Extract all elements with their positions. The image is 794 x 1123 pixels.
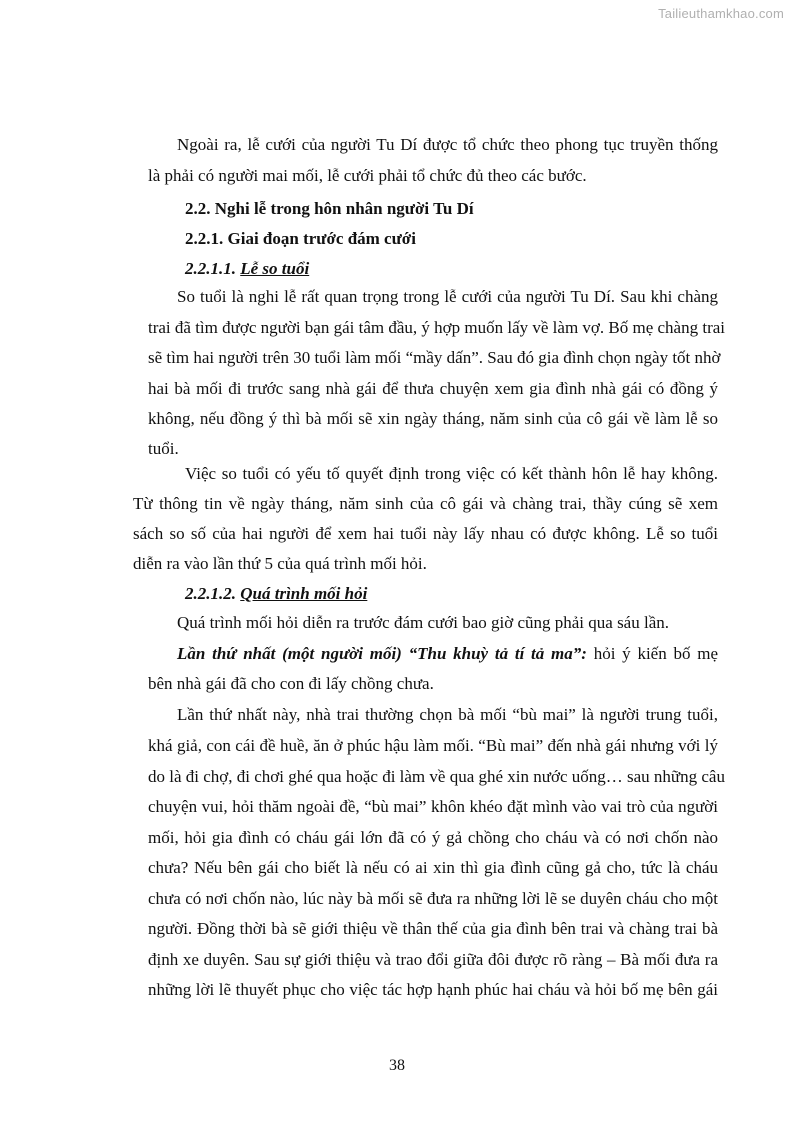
text-line: Lần thứ nhất này, nhà trai thường chọn bà mối “bù mai” là người trung tuổi, bbox=[177, 705, 718, 724]
text-line: hai bà mối đi trước sang nhà gái để thưa chuyện xem gia đình nhà gái có đồng ý bbox=[148, 379, 718, 398]
subsubsection-heading bbox=[185, 259, 309, 279]
text-line: Quá trình mối hỏi diễn ra trước đám cưới bao giờ cũng phải qua sáu lần. bbox=[177, 613, 669, 632]
text-line: tuổi. bbox=[148, 439, 179, 458]
text-line: chuyện vui, hỏi thăm ngoài đề, “bù mai” khôn khéo đặt mình vào vai trò của người bbox=[148, 797, 718, 816]
text-line: Ngoài ra, lễ cưới của người Tu Dí được tổ chức theo phong tục truyền thống bbox=[177, 135, 718, 154]
text-line: chưa có nơi chốn nào, lúc này bà mối sẽ đưa ra những lời lẽ se duyên cháu cho một bbox=[148, 889, 718, 908]
heading-title: Lễ so tuổi bbox=[240, 259, 310, 278]
text-line: Việc so tuổi có yếu tố quyết định trong việc có kết thành hôn lễ hay không. bbox=[185, 464, 718, 483]
text-line: Từ thông tin về ngày tháng, năm sinh của cô gái và chàng trai, thầy cúng sẽ xem bbox=[133, 494, 718, 513]
section-heading: 2.2. Nghi lễ trong hôn nhân người Tu Dí bbox=[185, 199, 474, 218]
text-run: hỏi ý kiến bố mẹ bbox=[586, 644, 719, 663]
text-line: So tuổi là nghi lễ rất quan trọng trong lễ cưới của người Tu Dí. Sau khi chàng bbox=[177, 287, 718, 306]
text-line: định xe duyên. Sau sự giới thiệu và trao đổi giữa đôi được rõ ràng – Bà mối đưa ra bbox=[148, 950, 718, 969]
text-line: không, nếu đồng ý thì bà mối sẽ xin ngày tháng, năm sinh của cô gái về làm lễ so bbox=[148, 409, 718, 428]
text-line: người. Đồng thời bà sẽ giới thiệu về thân thế của gia đình bên trai và chàng trai bà bbox=[148, 919, 718, 938]
heading-number: 2.2.1.2. bbox=[185, 584, 241, 603]
text-line: mối, hỏi gia đình có cháu gái lớn đã có ý gả chồng cho cháu và có nơi chốn nào bbox=[148, 828, 718, 847]
text-line: khá giả, con cái đề huề, ăn ở phúc hậu làm mối. “Bù mai” đến nhà gái nhưng với lý bbox=[148, 736, 718, 755]
emphasis-text: Lần thứ nhất (một người mối) “Thu khuỳ tả tí tả ma”: bbox=[177, 644, 587, 663]
subsubsection-heading bbox=[185, 584, 367, 604]
text-line: bên nhà gái đã cho con đi lấy chồng chưa. bbox=[148, 674, 434, 693]
text-line: chưa? Nếu bên gái cho biết là nếu có ai xin thì gia đình cũng gả cho, tức là cháu bbox=[148, 858, 718, 877]
text-line: trai đã tìm được người bạn gái tâm đầu, ý hợp muốn lấy về làm vợ. Bố mẹ chàng trai bbox=[148, 318, 726, 337]
text-line: diễn ra vào lần thứ 5 của quá trình mối hỏi. bbox=[133, 554, 427, 573]
heading-number: 2.2.1.1. bbox=[185, 259, 241, 278]
page-number: 38 bbox=[389, 1057, 405, 1074]
text-line: do là đi chợ, đi chơi ghé qua hoặc đi làm về qua ghé xin nước uống… sau những câu bbox=[148, 767, 725, 786]
subsection-heading: 2.2.1. Giai đoạn trước đám cưới bbox=[185, 229, 416, 248]
text-line: những lời lẽ thuyết phục cho việc tác hợp hạnh phúc hai cháu và hỏi bố mẹ bên gái bbox=[148, 980, 718, 999]
text-line: sách so số của hai người để xem hai tuổi này lấy nhau có được không. Lễ so tuổi bbox=[133, 524, 718, 543]
text-line: sẽ tìm hai người trên 30 tuổi làm mối “mầy dấn”. Sau đó gia đình chọn ngày tốt nhờ bbox=[148, 348, 721, 367]
text-line: là phải có người mai mối, lễ cưới phải tổ chức đủ theo các bước. bbox=[148, 166, 587, 185]
text-line bbox=[177, 644, 718, 664]
watermark: Tailieuthamkhao.com bbox=[658, 6, 784, 21]
heading-title: Quá trình mối hỏi bbox=[240, 584, 368, 603]
